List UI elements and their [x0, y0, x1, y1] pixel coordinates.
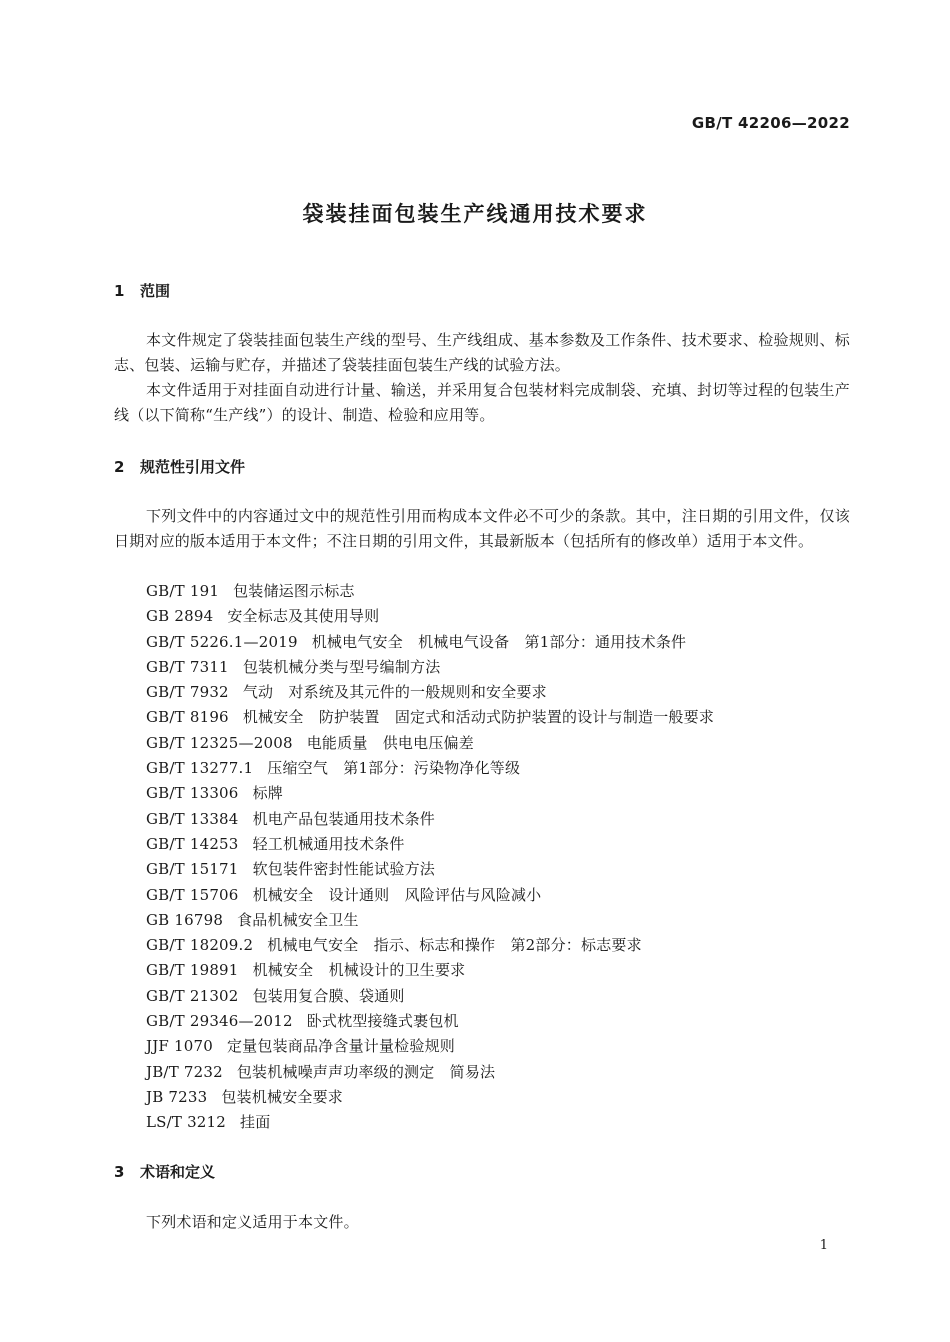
section-2-paragraph-1: 下列文件中的内容通过文中的规范性引用而构成本文件必不可少的条款。其中，注日期的引用文件，仅该日期对应的版本适用于本文件；不注日期的引用文件，其最新版本（包括所有的修改单）适用于本文件。: [114, 507, 850, 550]
section-title: 范围: [140, 282, 171, 300]
section-1-heading: [114, 280, 170, 301]
reference-item: [146, 857, 714, 882]
reference-item: [146, 832, 714, 857]
reference-item: [146, 630, 714, 655]
reference-item: [146, 781, 714, 806]
reference-item: [146, 1009, 714, 1034]
reference-code: GB 16798: [146, 910, 224, 929]
reference-code: GB/T 12325—2008: [146, 733, 293, 752]
reference-item: [146, 908, 714, 933]
section-title: 规范性引用文件: [140, 458, 246, 476]
reference-title: 包装机械噪声声功率级的测定 简易法: [236, 1062, 496, 1081]
section-3-paragraph-1: 下列术语和定义适用于本文件。: [146, 1213, 359, 1231]
reference-code: GB/T 13306: [146, 784, 239, 803]
reference-title: 软包装件密封性能试验方法: [252, 860, 435, 879]
reference-code: GB/T 19891: [146, 961, 239, 980]
reference-title: 安全标志及其使用导则: [227, 607, 380, 626]
reference-item: [146, 984, 714, 1009]
reference-code: GB/T 7932: [146, 683, 229, 702]
section-1-paragraph-1: 本文件规定了袋装挂面包装生产线的型号、生产线组成、基本参数及工作条件、技术要求、检验规则、标志、包装、运输与贮存，并描述了袋装挂面包装生产线的试验方法。: [114, 331, 850, 374]
reference-title: 食品机械安全卫生: [237, 910, 359, 929]
reference-item: [146, 756, 714, 781]
standard-number: GB/T 42206—2022: [691, 114, 850, 132]
reference-title: 机械电气安全 指示、标志和操作 第2部分：标志要求: [267, 936, 642, 955]
reference-code: GB/T 15171: [146, 860, 239, 879]
section-1-paragraph-2: 本文件适用于对挂面自动进行计量、输送，并采用复合包装材料完成制袋、充填、封切等过程的包装生产线（以下简称“生产线”）的设计、制造、检验和应用等。: [114, 381, 850, 424]
reference-code: GB 2894: [146, 607, 214, 626]
section-title: 术语和定义: [140, 1163, 216, 1181]
reference-item: [146, 1034, 714, 1059]
reference-code: GB/T 5226.1—2019: [146, 632, 298, 651]
page-number: 1: [819, 1238, 828, 1253]
reference-title: 机械电气安全 机械电气设备 第1部分：通用技术条件: [311, 632, 687, 651]
section-number: 3: [114, 1163, 125, 1181]
reference-title: 气动 对系统及其元件的一般规则和安全要求: [242, 683, 547, 702]
reference-title: 轻工机械通用技术条件: [252, 834, 405, 853]
normative-reference-list: [146, 579, 714, 1136]
reference-code: JB 7233: [146, 1087, 208, 1106]
reference-title: 包装机械分类与型号编制方法: [242, 657, 441, 676]
reference-title: 机械安全 防护装置 固定式和活动式防护装置的设计与制造一般要求: [242, 708, 715, 727]
reference-item: [146, 655, 714, 680]
reference-code: GB/T 13384: [146, 809, 239, 828]
reference-title: 机电产品包装通用技术条件: [252, 809, 435, 828]
reference-code: GB/T 15706: [146, 885, 239, 904]
reference-code: GB/T 18209.2: [146, 936, 254, 955]
reference-code: GB/T 29346—2012: [146, 1012, 293, 1031]
reference-code: GB/T 7311: [146, 657, 229, 676]
reference-item: [146, 604, 714, 629]
reference-title: 机械安全 机械设计的卫生要求: [252, 961, 466, 980]
reference-code: JJF 1070: [146, 1037, 213, 1056]
reference-item: [146, 680, 714, 705]
reference-item: [146, 807, 714, 832]
reference-item: [146, 1060, 714, 1085]
reference-code: GB/T 13277.1: [146, 759, 254, 778]
reference-title: 标牌: [252, 784, 283, 803]
section-number: 1: [114, 282, 125, 300]
reference-item: [146, 579, 714, 604]
reference-item: [146, 705, 714, 730]
reference-item: [146, 883, 714, 908]
reference-code: GB/T 14253: [146, 834, 239, 853]
section-number: 2: [114, 458, 125, 476]
document-title: 袋装挂面包装生产线通用技术要求: [302, 202, 648, 226]
reference-title: 包装机械安全要求: [221, 1087, 343, 1106]
reference-item: [146, 1085, 714, 1110]
reference-item: [146, 958, 714, 983]
reference-code: GB/T 21302: [146, 986, 239, 1005]
reference-title: 挂面: [240, 1113, 271, 1132]
reference-title: 电能质量 供电电压偏差: [306, 733, 474, 752]
section-3-heading: [114, 1161, 215, 1182]
reference-item: [146, 1110, 714, 1135]
reference-item: [146, 933, 714, 958]
reference-title: 包装用复合膜、袋通则: [252, 986, 405, 1005]
reference-code: JB/T 7232: [146, 1062, 223, 1081]
reference-code: GB/T 8196: [146, 708, 229, 727]
reference-title: 压缩空气 第1部分：污染物净化等级: [267, 759, 521, 778]
reference-title: 包装储运图示标志: [233, 582, 355, 600]
reference-item: [146, 731, 714, 756]
reference-title: 定量包装商品净含量计量检验规则: [226, 1037, 455, 1056]
reference-title: 卧式枕型接缝式裹包机: [306, 1012, 459, 1031]
reference-code: GB/T 191: [146, 582, 220, 600]
reference-code: LS/T 3212: [146, 1113, 227, 1132]
section-2-heading: [114, 456, 245, 477]
reference-title: 机械安全 设计通则 风险评估与风险减小: [252, 885, 542, 904]
